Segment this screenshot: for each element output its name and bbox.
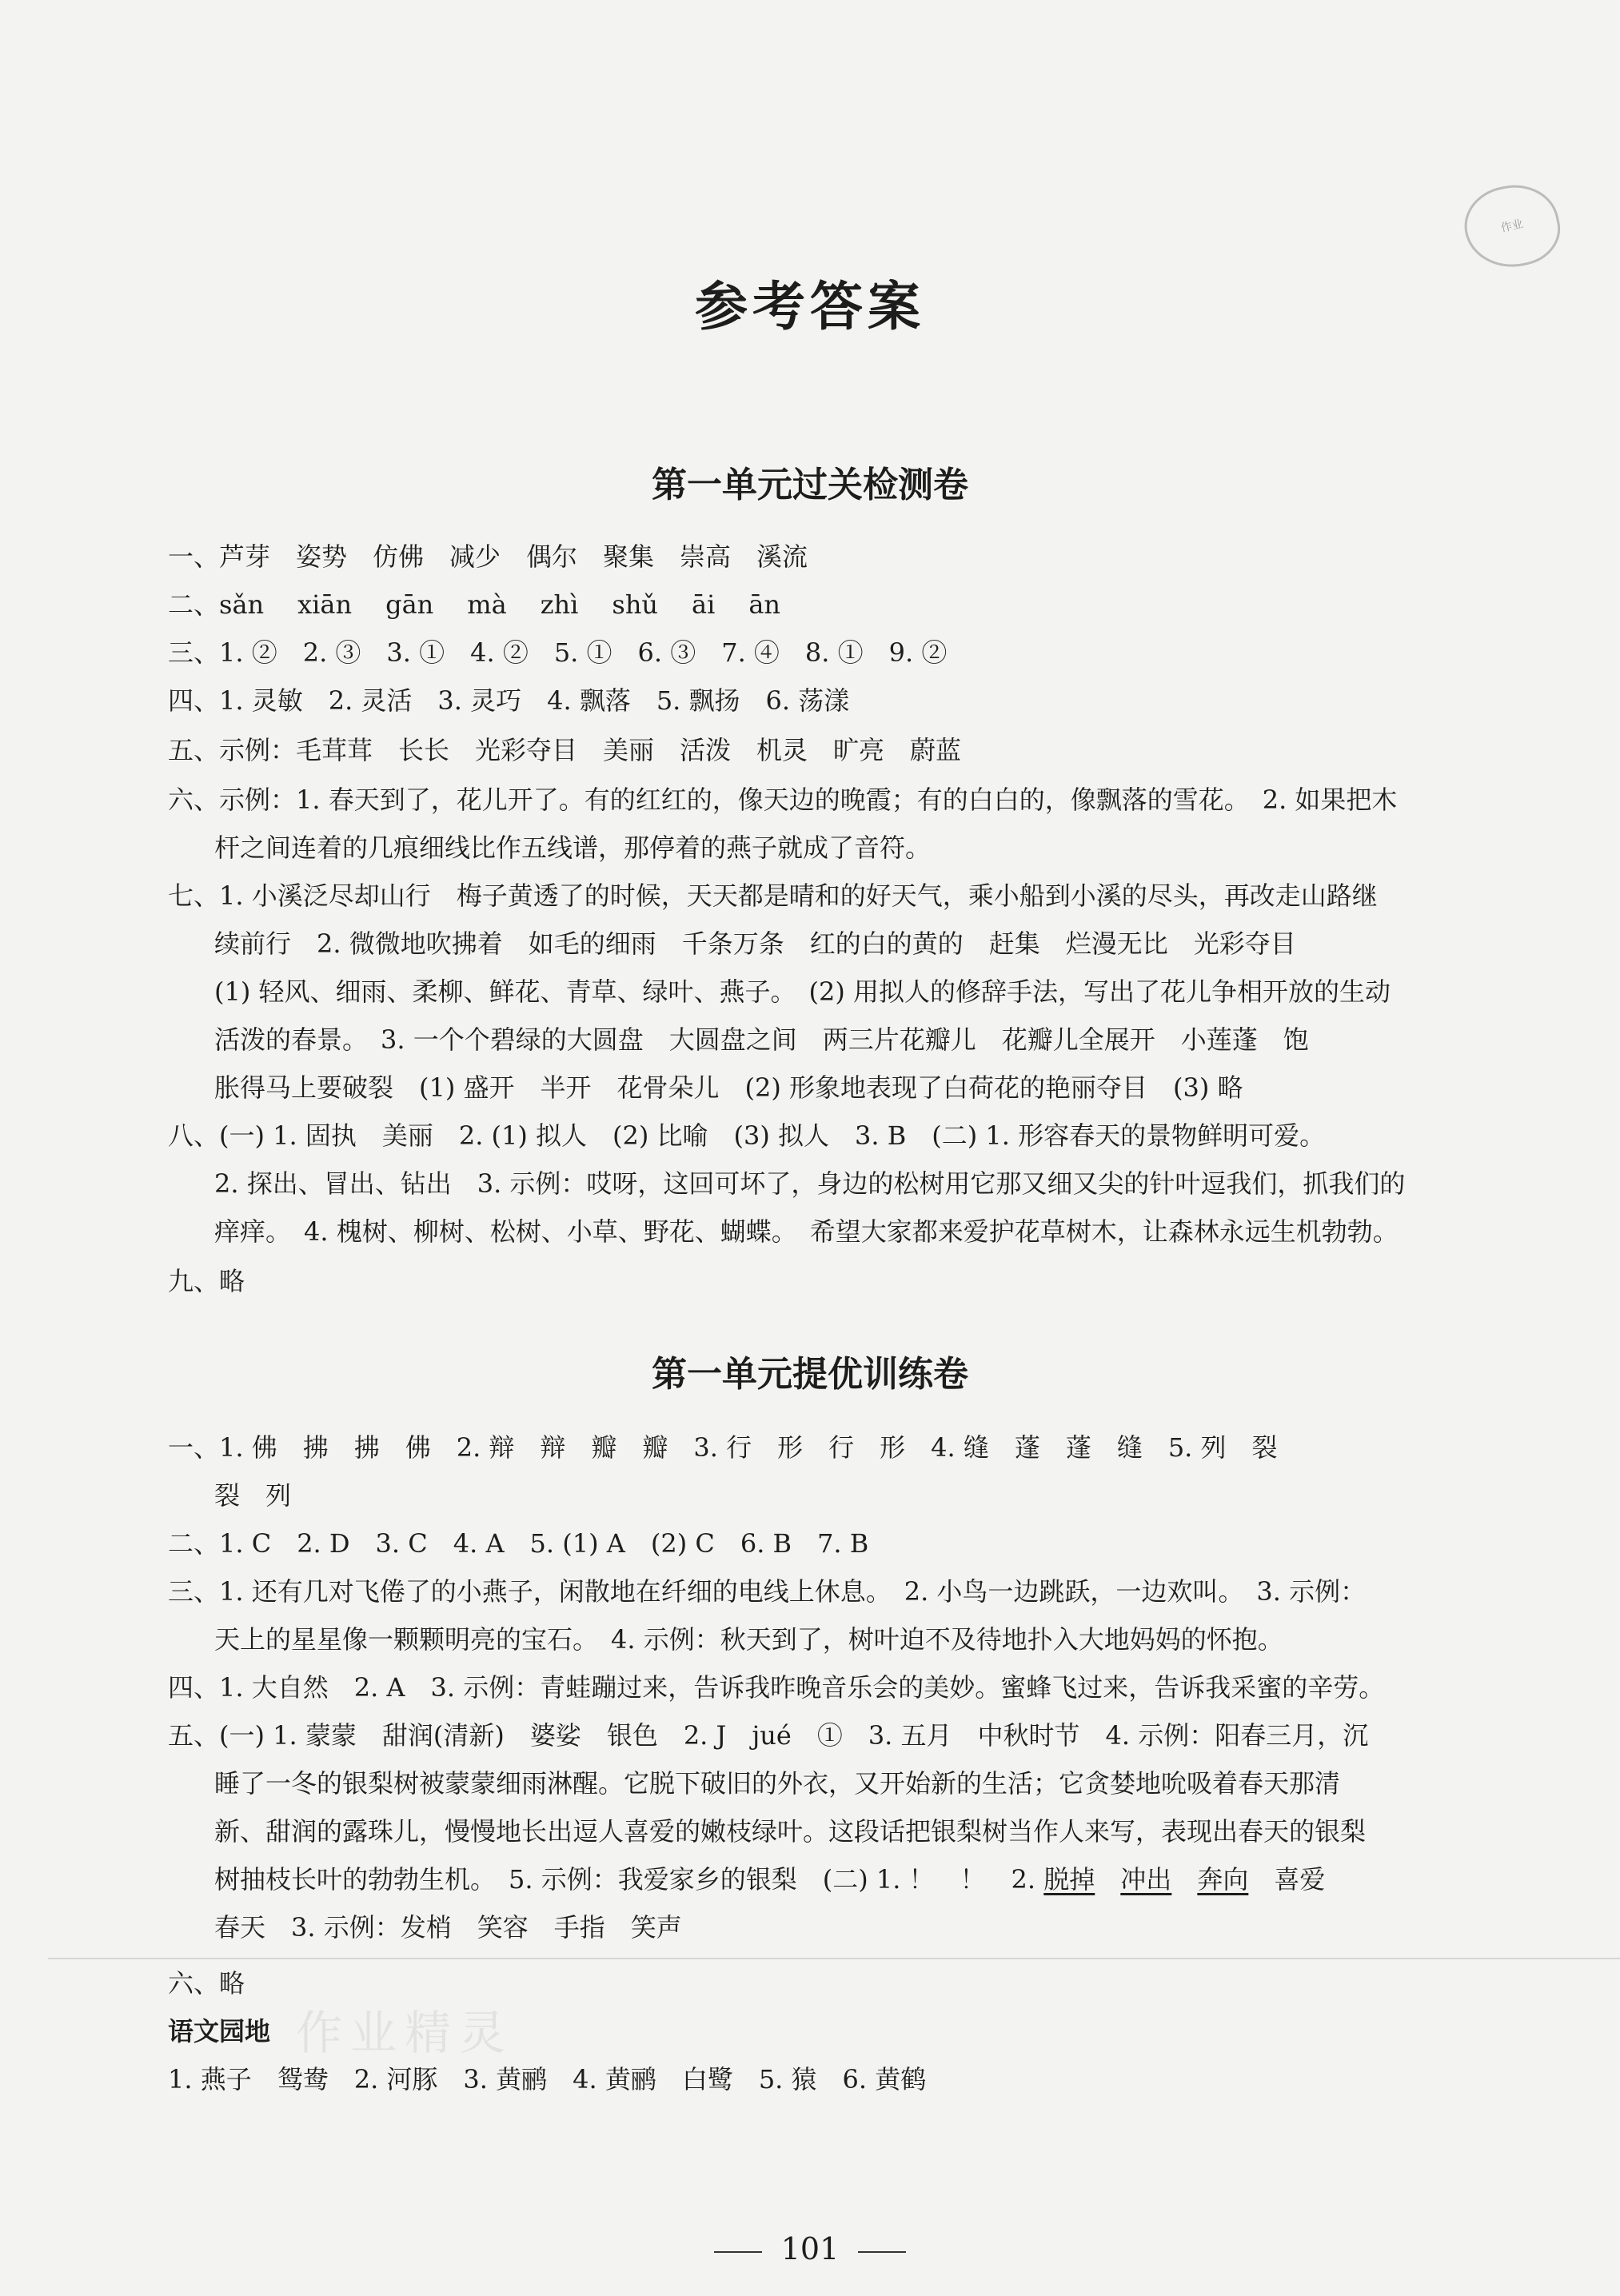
s2-q5-line2: 睡了一冬的银梨树被蒙蒙细雨淋醒。它脱下破旧的外衣，又开始新的生活；它贪婪地吮吸着春天那清 <box>214 1768 1341 1799</box>
s2-q5-line4-text: 树抽枝长叶的勃勃生机。 5. 示例：我爱家乡的银梨 (二) 1. ！ ！ 2. <box>214 1864 1044 1895</box>
s2-q4: 四、1. 大自然 2. A 3. 示例：青蛙蹦过来，告诉我昨晚音乐会的美妙。蜜蜂飞过来，告诉我采蜜的辛劳。 <box>168 1672 1385 1703</box>
section-title-2: 第一单元提优训练卷 <box>652 1354 968 1395</box>
s2-q5-line4-tail: 喜爱 <box>1248 1864 1326 1895</box>
s1-q7-line5: 胀得马上要破裂 (1) 盛开 半开 花骨朵儿 (2) 形象地表现了白荷花的艳丽夺目 (3) 略 <box>214 1072 1243 1103</box>
s1-q6-line2: 杆之间连着的几痕细线比作五线谱，那停着的燕子就成了音符。 <box>214 833 932 863</box>
pinyin-item: ān <box>748 589 781 620</box>
garden-title: 语文园地 <box>168 2016 271 2046</box>
pinyin-item: gān <box>385 589 434 620</box>
s1-q8-line2: 2. 探出、冒出、钻出 3. 示例：哎呀，这回可坏了，身边的松树用它那又细又尖的针叶逗我们，抓我们的 <box>214 1168 1406 1199</box>
s2-q1-line1: 一、1. 佛 拂 拂 佛 2. 辩 辩 瓣 瓣 3. 行 形 行 形 4. 缝 蓬 蓬 缝 5. 列 裂 <box>168 1432 1278 1463</box>
underlined-word: 冲出 <box>1120 1864 1172 1895</box>
page-number <box>0 2231 1620 2266</box>
s2-q3-line1: 三、1. 还有几对飞倦了的小燕子，闲散地在纤细的电线上休息。 2. 小鸟一边跳跃，一边欢叫。 3. 示例： <box>168 1576 1367 1607</box>
s1-q6-line1: 六、示例：1. 春天到了，花儿开了。有的红红的，像天边的晚霞；有的白白的，像飘落的雪花。 2. 如果把木 <box>168 785 1398 815</box>
s1-q2 <box>168 589 1479 621</box>
pinyin-item: zhì <box>540 589 579 620</box>
pinyin-item: sǎn <box>219 589 265 620</box>
pinyin-item: xiān <box>297 589 353 620</box>
dash-right <box>858 2251 906 2253</box>
section-title-1: 第一单元过关检测卷 <box>652 465 968 505</box>
dash-left <box>714 2251 762 2253</box>
s2-q5-line5: 春天 3. 示例：发梢 笑容 手指 笑声 <box>214 1912 682 1943</box>
s1-q1: 一、芦芽 姿势 仿佛 减少 偶尔 聚集 崇高 溪流 <box>168 541 808 572</box>
divider <box>48 1958 1620 1959</box>
s1-q8-line3: 痒痒。 4. 槐树、柳树、松树、小草、野花、蝴蝶。 希望大家都来爱护花草树木，让森林永远生机勃勃。 <box>214 1216 1399 1247</box>
s1-q8-line1: 八、(一) 1. 固执 美丽 2. (1) 拟人 (2) 比喻 (3) 拟人 3. B (二) 1. 形容春天的景物鲜明可爱。 <box>168 1120 1326 1151</box>
s1-q5: 五、示例：毛茸茸 长长 光彩夺目 美丽 活泼 机灵 旷亮 蔚蓝 <box>168 735 962 765</box>
underlined-word: 脱掉 <box>1043 1864 1095 1895</box>
s1-q2-label: 二、 <box>168 589 220 620</box>
s2-q6: 六、略 <box>168 1968 245 1999</box>
s2-q5-line3: 新、甜润的露珠儿，慢慢地长出逗人喜爱的嫩枝绿叶。这段话把银梨树当作人来写，表现出春天的银梨 <box>214 1816 1367 1847</box>
underlined-word: 奔向 <box>1197 1864 1249 1895</box>
stamp-icon <box>1458 177 1567 276</box>
s1-q7-line3: (1) 轻风、细雨、柔柳、鲜花、青草、绿叶、燕子。 (2) 用拟人的修辞手法，写出了花儿争相开放的生动 <box>214 976 1391 1007</box>
s1-q4: 四、1. 灵敏 2. 灵活 3. 灵巧 4. 飘落 5. 飘扬 6. 荡漾 <box>168 685 850 716</box>
pinyin-item: āi <box>692 589 716 620</box>
stamp-text: 作业 <box>1499 218 1525 235</box>
s2-q3-line2: 天上的星星像一颗颗明亮的宝石。 4. 示例：秋天到了，树叶迫不及待地扑入大地妈妈的怀抱。 <box>214 1624 1283 1655</box>
s2-q1-line2: 裂 列 <box>214 1480 292 1511</box>
garden-line: 1. 燕子 鸳鸯 2. 河豚 3. 黄鹂 4. 黄鹂 白鹭 5. 猿 6. 黄鹤 <box>168 2064 927 2094</box>
s1-q9: 九、略 <box>168 1266 245 1296</box>
s2-q5-line1: 五、(一) 1. 蒙蒙 甜润(清新) 婆娑 银色 2. J jué ① 3. 五月 中秋时节 4. 示例：阳春三月，沉 <box>168 1720 1369 1751</box>
watermark: 作业精灵 <box>296 2006 514 2060</box>
s2-q5-line4 <box>214 1863 1526 1895</box>
pinyin-item: mà <box>467 589 507 620</box>
s1-q7-line2: 续前行 2. 微微地吹拂着 如毛的细雨 千条万条 红的白的黄的 赶集 烂漫无比 光彩夺目 <box>214 928 1296 959</box>
page-title: 参考答案 <box>695 275 925 337</box>
pinyin-item: shǔ <box>612 589 659 620</box>
page-number-text: 101 <box>780 2231 840 2266</box>
s1-q3: 三、1. ② 2. ③ 3. ① 4. ② 5. ① 6. ③ 7. ④ 8. ① 9. ② <box>168 637 948 668</box>
s1-q7-line4: 活泼的春景。 3. 一个个碧绿的大圆盘 大圆盘之间 两三片花瓣儿 花瓣儿全展开 小莲蓬 饱 <box>214 1024 1309 1055</box>
s1-q7-line1: 七、1. 小溪泛尽却山行 梅子黄透了的时候，天天都是晴和的好天气，乘小船到小溪的尽头，再改走山路继 <box>168 880 1378 911</box>
s2-q2: 二、1. C 2. D 3. C 4. A 5. (1) A (2) C 6. B 7. B <box>168 1528 869 1559</box>
